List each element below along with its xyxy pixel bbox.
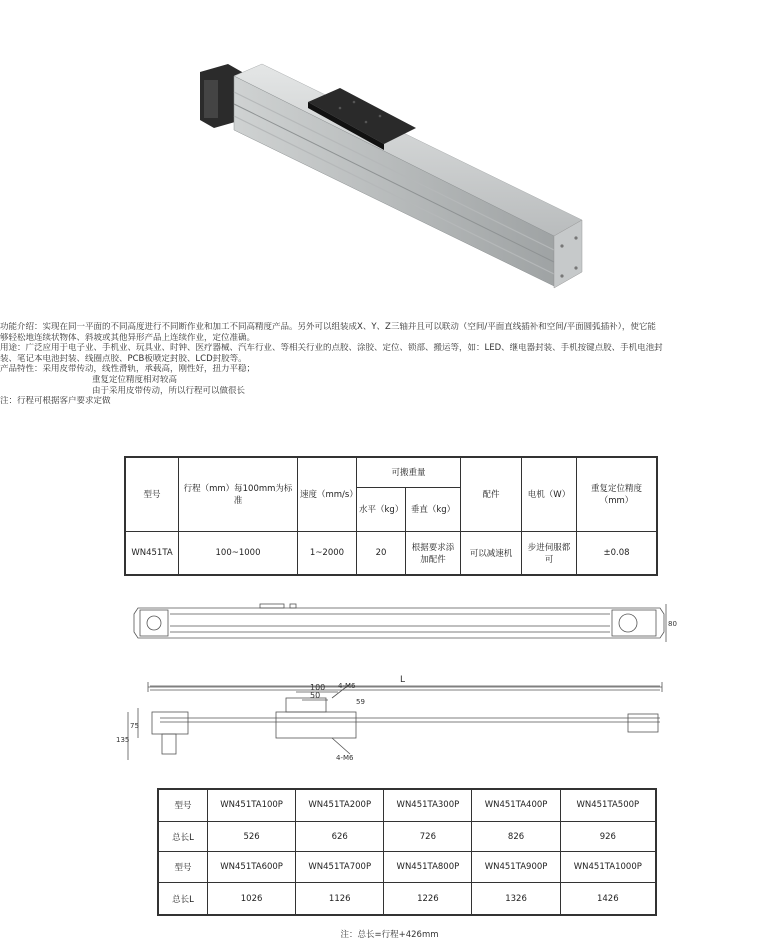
length-cell: 626 [296, 821, 384, 852]
description-line: 重复定位精度相对较高 [92, 374, 178, 385]
model-cell: WN451TA200P [296, 789, 384, 821]
product-description [0, 322, 779, 407]
length-cell: 1126 [296, 883, 384, 915]
length-cell: 1026 [208, 883, 296, 915]
header-vertical: 垂直（kg） [406, 487, 461, 531]
model-cell: WN451TA900P [472, 852, 560, 883]
description-line: 产品特性：采用皮带传动，线性滑轨，承载高，刚性好，扭力平稳； [0, 364, 256, 375]
model-cell: WN451TA800P [384, 852, 472, 883]
description-line: 用途：广泛应用于电子业、手机业、玩具业、时钟、医疗器械、汽车行业、等相关行业的点胶、涂胶、定位、锁部、搬运等，如：LED、继电器封装、手机按键点胶、手机电池封 [0, 343, 663, 354]
dim-100: 100 [310, 683, 326, 692]
row-motor: 步进伺服都可 [522, 531, 577, 575]
length-cell: 526 [208, 821, 296, 852]
dim-135: 135 [116, 736, 130, 744]
header-model: 型号 [125, 457, 179, 531]
dim-L: L [400, 675, 406, 685]
model-cell: WN451TA300P [384, 789, 472, 821]
model-cell: WN451TA700P [296, 852, 384, 883]
length-cell: 926 [560, 821, 656, 852]
header-horizontal: 水平（kg） [357, 487, 406, 531]
description-line: 装、笔记本电池封装、线圈点胶、PCB板喷定封胶、LCD封胶等。 [0, 353, 247, 364]
header-speed: 速度（mm/s） [298, 457, 357, 531]
row-precision: ±0.08 [577, 531, 658, 575]
label-length: 总长L [158, 883, 208, 915]
length-cell: 726 [384, 821, 472, 852]
product-photo [190, 50, 590, 290]
row-model: WN451TA [125, 531, 179, 575]
spec-table [124, 456, 658, 576]
header-stroke: 行程（mm）每100mm为标准 [179, 457, 298, 531]
model-cell: WN451TA1000P [560, 852, 656, 883]
row-stroke: 100~1000 [179, 531, 298, 575]
header-motor: 电机（W） [522, 457, 577, 531]
length-cell: 1226 [384, 883, 472, 915]
dim-4m6-top: 4-M6 [338, 682, 356, 690]
dim-4m6-bottom: 4-M6 [336, 754, 354, 762]
length-cell: 826 [472, 821, 560, 852]
row-vertical: 根据要求添加配件 [406, 531, 461, 575]
row-horizontal: 20 [357, 531, 406, 575]
header-load: 可搬重量 [357, 457, 461, 487]
model-cell: WN451TA600P [208, 852, 296, 883]
length-cell: 1326 [472, 883, 560, 915]
label-length: 总长L [158, 821, 208, 852]
description-line: 功能介绍：实现在同一平面的不同高度进行不同断作业和加工不同高精度产品。另外可以组装成X、Y、Z三轴并且可以联动（空间/平面直线插补和空间/平面圆弧插补），使它能 [0, 322, 656, 332]
dim-59: 59 [356, 698, 365, 706]
description-note: 注：行程可根据客户要求定做 [0, 396, 111, 407]
model-cell: WN451TA500P [560, 789, 656, 821]
header-accessory: 配件 [461, 457, 522, 531]
description-line: 够轻松地连续状物体、斜坡或其他异形产品上连续作业，定位准确。 [0, 332, 256, 343]
model-cell: WN451TA100P [208, 789, 296, 821]
dim-80: 80 [668, 620, 677, 628]
model-cell: WN451TA400P [472, 789, 560, 821]
footnote: 注：总长=行程+426mm [340, 930, 439, 940]
dim-75: 75 [130, 722, 139, 730]
description-line: 由于采用皮带传动，所以行程可以做很长 [92, 385, 246, 396]
label-model: 型号 [158, 789, 208, 821]
length-cell: 1426 [560, 883, 656, 915]
technical-drawing [100, 588, 680, 778]
row-accessory: 可以减速机 [461, 531, 522, 575]
dimension-table [157, 788, 657, 916]
header-precision: 重复定位精度（mm） [577, 457, 658, 531]
dim-50: 50 [310, 691, 321, 700]
label-model: 型号 [158, 852, 208, 883]
row-speed: 1~2000 [298, 531, 357, 575]
